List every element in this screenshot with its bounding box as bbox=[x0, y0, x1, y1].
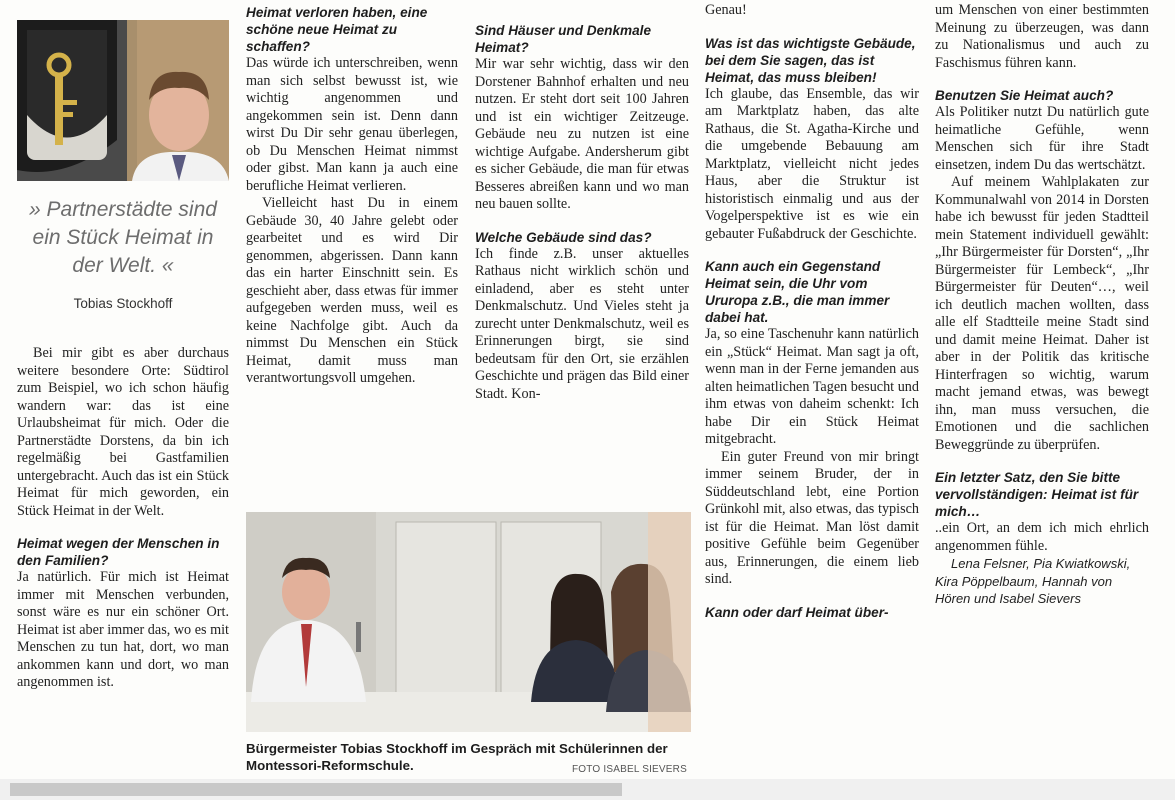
interview-question: Was ist das wichtigste Gebäude, bei dem Sie sagen, das ist Heimat, das muss bleiben! bbox=[705, 35, 916, 85]
paragraph: Ich finde z.B. unser aktuelles Rathaus nicht wirklich schön und einladend, aber es steht unter Denkmalschutz. Und Vieles steht ja zurecht unter Denkmalschutz, weil es Erinnerungen birgt, sie sind bedeutsam für den Ort, sie erzählen Geschichte und prägen das Bild einer Stadt. Kon- bbox=[475, 245, 689, 402]
paragraph: Bei mir gibt es aber durchaus weitere besondere Orte: Südtirol zum Beispiel, wo ich schon häufig wandern war: das ist eine Urlaubsheimat für mich. Oder die Partnerstädte Dorstens, da bin ich regelmäßig bei Gastfamilien untergebracht. Auch das ist ein Stück Heimat für mich geworden, ein Stück Heimat in der Welt. bbox=[17, 345, 229, 519]
paragraph: Genau! bbox=[705, 2, 747, 18]
paragraph: Mir war sehr wichtig, dass wir den Dorstener Bahnhof erhalten und neu nutzen. Er steht dort seit 100 Jahren und ist ein wichtiger Zeitzeuge. Gebäude neu zu nutzen ist eine wichtige Aufgabe. Andersherum gibt es sicher Gebäude, die man für etwas Besseres abreißen kann und wo man neu bauen sollte. bbox=[475, 56, 689, 212]
column-3 bbox=[475, 22, 689, 403]
portrait-illustration bbox=[17, 20, 229, 181]
pull-quote: » Partnerstädte sind ein Stück Heimat in der Welt. « bbox=[29, 198, 217, 277]
column-1 bbox=[17, 345, 229, 692]
interview-question: Ein letzter Satz, den Sie bitte vervollständigen: Heimat ist für mich… bbox=[935, 470, 1139, 519]
interview-question: Sind Häuser und Denkmale Heimat? bbox=[475, 23, 652, 55]
paragraph: Vielleicht hast Du in einem Gebäude 30, 40 Jahre gelebt oder gearbeitet und es wird Dir genommen, abgerissen. Dann kann das ein harter Einschnitt sein. Es geschieht aber, dass etwas für immer aufgegeben werden muss, weil es keine Nachfolge gibt. Auch da nimmst Du Menschen ein Stück Heimat, damit muss man verantwortungsvoll umgehen. bbox=[246, 195, 458, 386]
interview-question: Welche Gebäude sind das? bbox=[475, 229, 652, 245]
paragraph: Auf meinem Wahlplakaten zur Kommunalwahl von 2014 in Dorsten habe ich bewusst für jeden Stadtteil mein Statement individuell gewählt: „Ihr Bürgermeister für Dorsten“, „Ihr Bürgermeister für Lembeck“, „Ihr Bürgermeister für Deuten“…, weil ich deutlich machen wollten, dass alle elf Stadtteile meine Stadt sind und damit meine Heimat. Daher ist aber in der Politik das kritische Hinterfragen so wichtig, warum macht jemand etwas, was bewegt ihn, man muss versuchen, die Emotionen und die sachlichen Beweggründe zu überprüfen. bbox=[935, 174, 1149, 453]
portrait-photo bbox=[17, 20, 229, 181]
interview-illustration bbox=[246, 512, 691, 732]
photo-caption: Bürgermeister Tobias Stockhoff im Gespräch mit Schülerinnen der Montessori-Reformschule. bbox=[246, 741, 668, 773]
photo-credit: FOTO ISABEL SIEVERS bbox=[572, 764, 687, 775]
paragraph: Ja, so eine Taschenuhr kann natürlich ein „Stück“ Heimat. Man sagt ja oft, wenn man in der Ferne jemanden aus alten heimatlichen Tagen besucht und ihm etwas von daheim schenkt: Ich habe Dir ein Stück Heimat mitgebracht. bbox=[705, 326, 919, 447]
interview-question: Benutzen Sie Heimat auch? bbox=[935, 88, 1114, 103]
paragraph: ..ein Ort, an dem ich mich ehrlich angenommen fühle. bbox=[935, 520, 1149, 554]
column-4 bbox=[705, 0, 919, 621]
horizontal-scrollbar[interactable] bbox=[0, 779, 1175, 800]
author-credit: Lena Felsner, Pia Kwiatkowski, Kira Pöppelbaum, Hannah von Hören und Isabel Sievers bbox=[935, 556, 1131, 606]
paragraph: Als Politiker nutzt Du natürlich gute heimatliche Gefühle, wenn Menschen sich für ihre Stadt einsetzen, indem Du das wertschätzt. bbox=[935, 104, 1149, 173]
paragraph: um Menschen von einer bestimmten Meinung zu überzeugen, was dann zu Nationalismus und auch zu Faschismus führen kann. bbox=[935, 2, 1149, 71]
paragraph: Ein guter Freund von mir bringt immer seinem Bruder, der in Süddeutschland lebt, eine Portion Grünkohl mit, also etwas, das typisch ist für die Heimat. Man löst damit positive Gefühle beim Gegenüber aus, Erinnerungen, die einem lieb sind. bbox=[705, 448, 919, 587]
interview-question: Heimat verloren haben, eine schöne neue Heimat zu schaffen? bbox=[246, 5, 428, 54]
paragraph: Das würde ich unterschreiben, wenn man sich selbst bewusst ist, wie wichtig angenommen und angekommen sein ist. Denn dann wirst Du Dir sehr genau überlegen, ob Du Menschen Heimat nimmst oder gibst. Man kann ja auch eine berufliche Heimat verlieren. bbox=[246, 55, 458, 194]
column-5 bbox=[935, 0, 1149, 608]
paragraph: Ja natürlich. Für mich ist Heimat immer mit Menschen verbunden, sonst wäre es nur ein schöner Ort. Heimat ist aber immer das, wo es mit Menschen zu tun hat, dort, wo man ankommen kann und dort, wo man angenommen ist. bbox=[17, 569, 229, 690]
interview-question: Kann auch ein Gegenstand Heimat sein, die Uhr vom Ururopa z.B., die man immer dabei hat. bbox=[705, 259, 890, 325]
interview-photo bbox=[246, 512, 691, 732]
interview-question: Heimat wegen der Menschen in den Familien? bbox=[17, 536, 220, 568]
paragraph: Ich glaube, das Ensemble, das wir am Marktplatz haben, das alte Rathaus, die St. Agatha-Kirche und die umgebende Bebauung am Marktplatz, vielleicht nicht jedes Haus, aber die Struktur ist historistisch einmalig und aus der Vogelperspektive ist es wie ein gebauter Fußabdruck der Geschichte. bbox=[705, 85, 919, 242]
quote-author: Tobias Stockhoff bbox=[73, 296, 173, 311]
interview-question: Kann oder darf Heimat über- bbox=[705, 604, 889, 620]
column-2 bbox=[246, 0, 458, 388]
scrollbar-thumb[interactable] bbox=[10, 783, 622, 796]
